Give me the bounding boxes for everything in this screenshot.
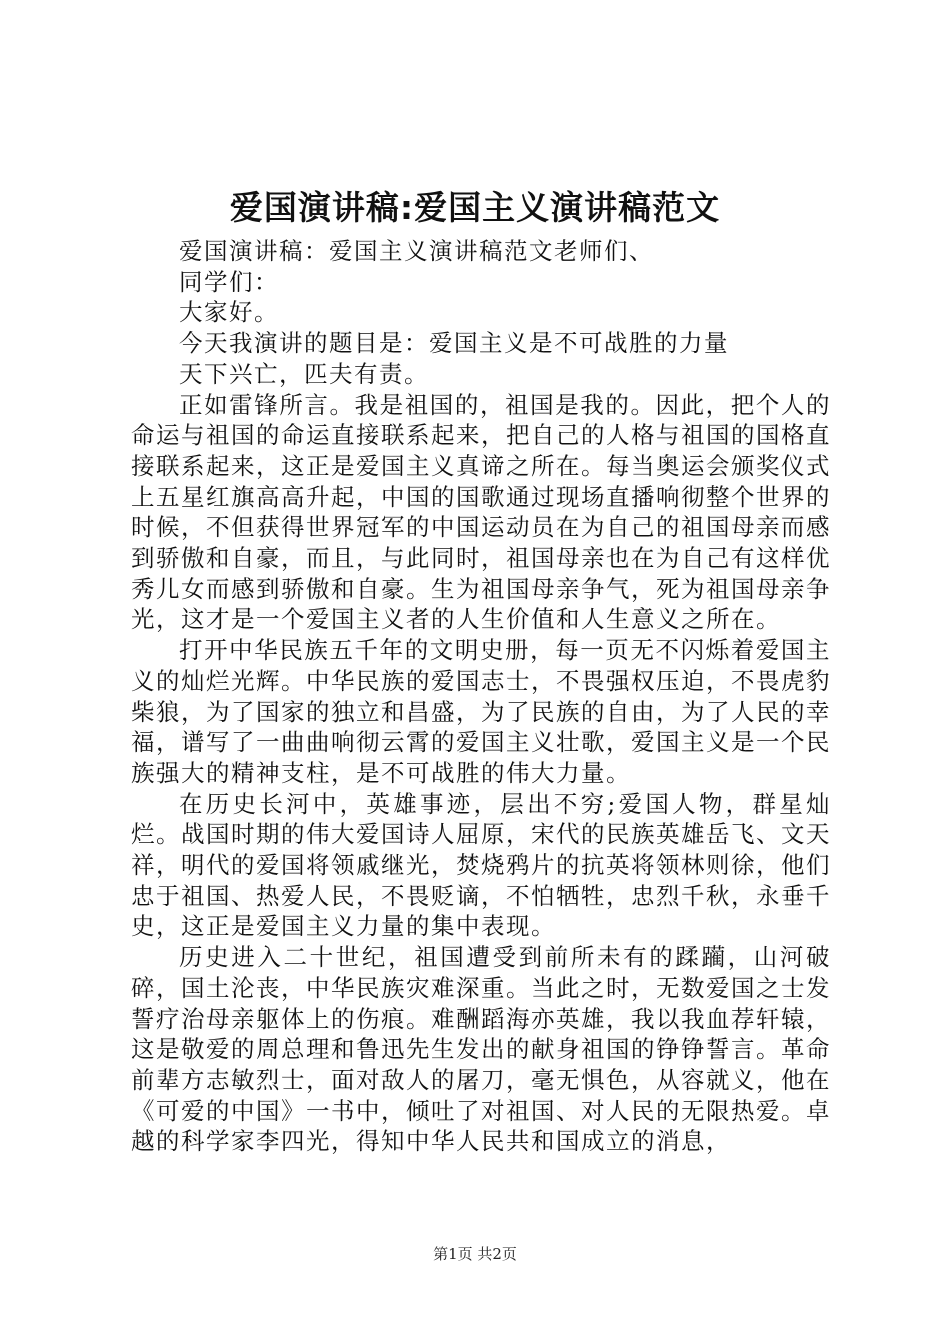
intro-line: 爱国演讲稿：爱国主义演讲稿范文老师们、 [179,237,654,265]
document-body [131,236,831,1157]
body-paragraph: 打开中华民族五千年的文明史册，每一页无不闪烁着爱国主义的灿烂光辉。中华民族的爱国志士，不畏强权压迫，不畏虎豹柴狼，为了国家的独立和昌盛，为了民族的自由，为了人民的幸福，谱写了一曲曲响彻云霄的爱国主义壮歌，爱国主义是一个民族强大的精神支柱，是不可战胜的伟大力量。 [131,636,831,787]
intro-line: 今天我演讲的题目是：爱国主义是不可战胜的力量 [179,329,729,358]
intro-line: 天下兴亡，匹夫有责。 [179,359,429,388]
intro-line: 大家好。 [179,298,279,327]
body-paragraph: 在历史长河中，英雄事迹，层出不穷;爱国人物，群星灿烂。战国时期的伟大爱国诗人屈原，宋代的民族英雄岳飞、文天祥，明代的爱国将领戚继光，焚烧鸦片的抗英将领林则徐，他们忠于祖国、热爱人民，不畏贬谪，不怕牺牲，忠烈千秋，永垂千史，这正是爱国主义力量的集中表现。 [131,789,831,941]
intro-line: 同学们： [179,267,279,296]
page-footer: 第1页 共2页 [433,1245,517,1263]
document-title: 爱国演讲稿:爱国主义演讲稿范文 [229,188,721,227]
body-paragraph: 正如雷锋所言。我是祖国的，祖国是我的。因此，把个人的命运与祖国的命运直接联系起来，把自己的人格与祖国的国格直接联系起来，这正是爱国主义真谛之所在。每当奥运会颁奖仪式上五星红旗高高升起，中国的国歌通过现场直播响彻整个世界的时候，不但获得世界冠军的中国运动员在为自己的祖国母亲而感到骄傲和自豪，而且，与此同时，祖国母亲也在为自己有这样优秀儿女而感到骄傲和自豪。生为祖国母亲争气，死为祖国母亲争光，这才是一个爱国主义者的人生价值和人生意义之所在。 [131,390,831,634]
body-paragraph: 历史进入二十世纪，祖国遭受到前所未有的蹂躏，山河破碎，国土沦丧，中华民族灾难深重。当此之时，无数爱国之士发誓疗治母亲躯体上的伤痕。难酬蹈海亦英雄，我以我血荐轩辕，这是敬爱的周总理和鲁迅先生发出的献身祖国的铮铮誓言。革命前辈方志敏烈士，面对敌人的屠刀，毫无惧色，从容就义，他在《可爱的中国》一书中，倾吐了对祖国、对人民的无限热爱。卓越的科学家李四光，得知中华人民共和国成立的消息， [131,943,831,1156]
